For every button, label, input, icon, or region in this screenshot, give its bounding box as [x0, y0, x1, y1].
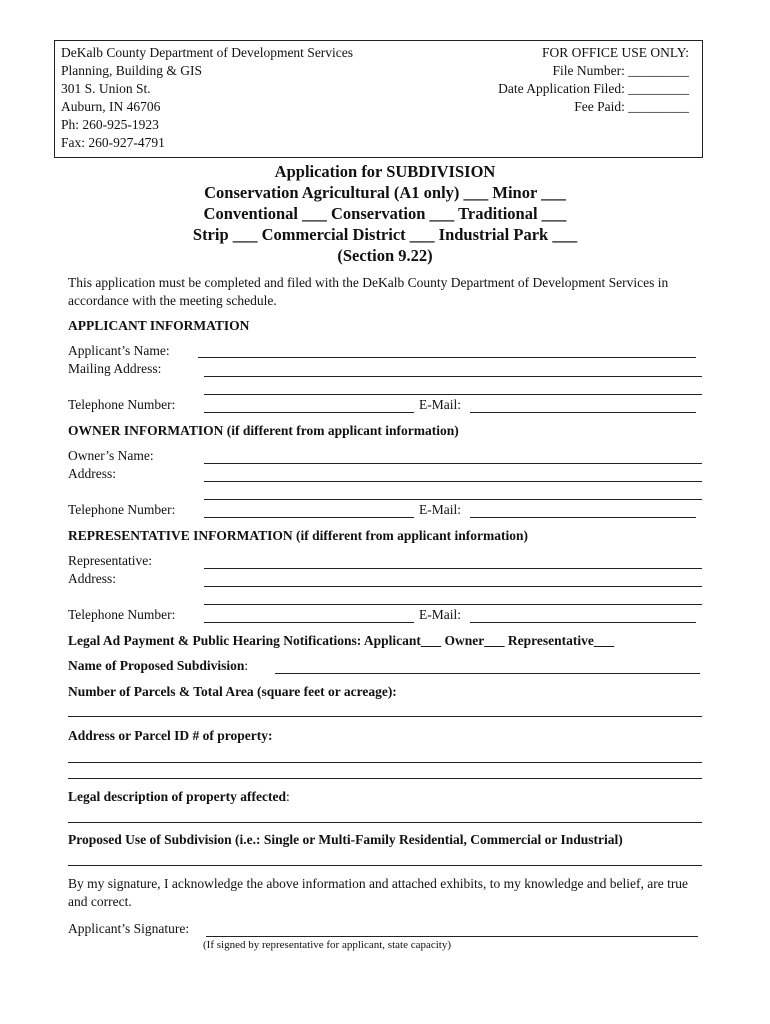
acknowledgement-text: By my signature, I acknowledge the above information and attached exhibits, to my knowledge and belief, are true and correct. [68, 876, 689, 909]
signature-note: (If signed by representative for applicant, state capacity) [203, 939, 451, 951]
representative-address-field-1[interactable] [204, 586, 702, 587]
legal-description-label: Legal description of property affected [68, 789, 286, 804]
representative-name-label: Representative: [68, 553, 152, 568]
address-parcel-field-1[interactable] [68, 762, 702, 763]
file-number-field: File Number: _________ [552, 63, 689, 78]
representative-name-field[interactable] [204, 568, 702, 569]
office-fax: Fax: 260-927-4791 [61, 135, 165, 150]
applicant-email-field[interactable] [470, 412, 696, 413]
owner-address-label: Address: [68, 466, 116, 481]
mailing-address-label: Mailing Address: [68, 361, 162, 376]
owner-name-field[interactable] [204, 463, 702, 464]
applicant-phone-field[interactable] [204, 412, 414, 413]
address-parcel-label: Address or Parcel ID # of property: [68, 728, 273, 743]
signature-label: Applicant’s Signature: [68, 921, 190, 936]
legal-description-field[interactable] [68, 822, 702, 823]
legal-ad-payment-line: Legal Ad Payment & Public Hearing Notifications: Applicant___ Owner___ Representative___ [68, 633, 615, 648]
representative-phone-field[interactable] [204, 622, 414, 623]
representative-email-label: E-Mail: [419, 607, 461, 622]
form-title: Application for SUBDIVISION [274, 162, 496, 181]
representative-phone-label: Telephone Number: [68, 607, 176, 622]
office-city: Auburn, IN 46706 [61, 99, 161, 114]
parcels-area-label: Number of Parcels & Total Area (square feet or acreage): [68, 684, 397, 699]
representative-address-label: Address: [68, 571, 116, 586]
applicant-phone-label: Telephone Number: [68, 397, 176, 412]
proposed-use-label: Proposed Use of Subdivision (i.e.: Single or Multi-Family Residential, Commercial or Industrial) [68, 832, 623, 847]
fee-paid-field: Fee Paid: _________ [574, 99, 689, 114]
owner-phone-field[interactable] [204, 517, 414, 518]
office-street: 301 S. Union St. [61, 81, 151, 96]
colon-text: : [244, 658, 249, 673]
representative-heading: REPRESENTATIVE INFORMATION (if different from applicant information) [68, 528, 528, 543]
office-division: Planning, Building & GIS [61, 63, 203, 78]
owner-email-label: E-Mail: [419, 502, 461, 517]
office-phone: Ph: 260-925-1923 [61, 117, 159, 132]
owner-email-field[interactable] [470, 517, 696, 518]
date-filed-field: Date Application Filed: _________ [498, 81, 689, 96]
owner-name-label: Owner’s Name: [68, 448, 154, 463]
applicant-name-field[interactable] [198, 357, 696, 358]
applicant-heading: APPLICANT INFORMATION [68, 318, 250, 333]
owner-phone-label: Telephone Number: [68, 502, 176, 517]
representative-address-field-2[interactable] [204, 604, 702, 605]
subdivision-name-label: Name of Proposed Subdivision [68, 658, 245, 673]
section-reference: (Section 9.22) [337, 246, 433, 265]
parcels-area-field[interactable] [68, 716, 702, 717]
subdivision-types-2: Conventional ___ Conservation ___ Traditional ___ [203, 204, 567, 223]
proposed-use-field[interactable] [68, 865, 702, 866]
colon-text: : [285, 789, 290, 804]
office-dept: DeKalb County Department of Development Services [61, 45, 354, 60]
representative-email-field[interactable] [470, 622, 696, 623]
owner-address-field-1[interactable] [204, 481, 702, 482]
applicant-name-label: Applicant’s Name: [68, 343, 170, 358]
mailing-address-field-2[interactable] [204, 394, 702, 395]
mailing-address-field-1[interactable] [204, 376, 702, 377]
owner-heading: OWNER INFORMATION (if different from applicant information) [68, 423, 459, 438]
subdivision-types-1: Conservation Agricultural (A1 only) ___ Minor ___ [204, 183, 566, 202]
applicant-email-label: E-Mail: [419, 397, 461, 412]
signature-field[interactable] [206, 936, 698, 937]
subdivision-name-field[interactable] [275, 673, 700, 674]
owner-address-field-2[interactable] [204, 499, 702, 500]
subdivision-types-3: Strip ___ Commercial District ___ Industrial Park ___ [192, 225, 578, 244]
office-use-heading: FOR OFFICE USE ONLY: [541, 45, 689, 60]
intro-text: This application must be completed and filed with the DeKalb County Department of Development Services in accordance with the meeting schedule. [68, 275, 669, 308]
address-parcel-field-2[interactable] [68, 778, 702, 779]
